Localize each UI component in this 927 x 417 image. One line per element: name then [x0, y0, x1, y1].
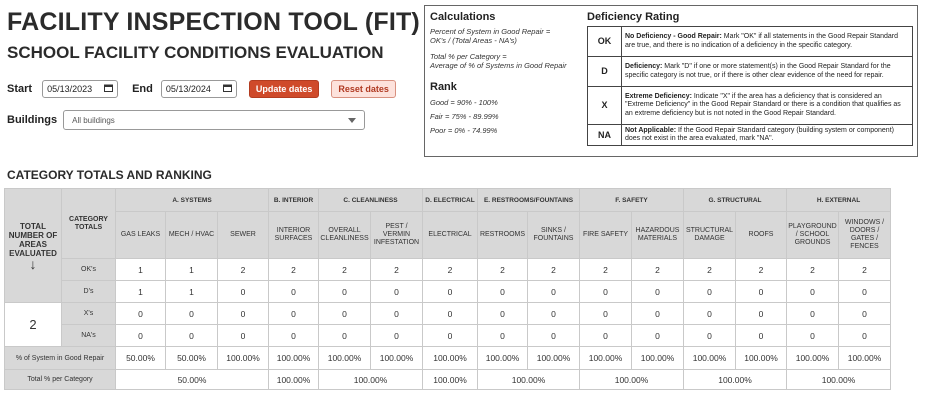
table-cell: 100.00% — [632, 347, 684, 370]
group-header-row — [5, 189, 891, 212]
column-header: GAS LEAKS — [116, 212, 166, 259]
column-header: HAZARDOUS MATERIALS — [632, 212, 684, 259]
table-cell: 0 — [269, 325, 319, 347]
table-cell: 2 — [319, 259, 371, 281]
rank-fair: Fair = 75% - 89.99% — [430, 112, 499, 121]
table-cell: 0 — [528, 325, 580, 347]
table-cell: 0 — [684, 325, 736, 347]
calendar-icon[interactable] — [223, 84, 232, 94]
table-cell: 0 — [580, 325, 632, 347]
table-cell: 0 — [218, 303, 269, 325]
category-total-cell: 100.00% — [684, 370, 787, 390]
table-cell: 100.00% — [839, 347, 891, 370]
deficiency-section — [587, 11, 913, 146]
total-percent-row-label: Total % per Category — [5, 370, 116, 390]
column-header: FIRE SAFETY — [580, 212, 632, 259]
table-cell: 0 — [736, 281, 787, 303]
category-total-cell: 100.00% — [319, 370, 423, 390]
category-total-cell: 50.00% — [116, 370, 269, 390]
reset-dates-button[interactable]: Reset dates — [331, 80, 396, 98]
deficiency-row — [588, 57, 913, 87]
table-cell: 2 — [218, 259, 269, 281]
row-label-oks: OK's — [62, 259, 116, 281]
table-cell: 2 — [632, 259, 684, 281]
deficiency-description — [622, 57, 913, 87]
table-cell: 0 — [684, 303, 736, 325]
category-totals-table — [4, 188, 891, 390]
table-cell: 0 — [371, 281, 423, 303]
group-header: F. SAFETY — [580, 189, 684, 212]
rank-poor: Poor = 0% - 74.99% — [430, 126, 498, 135]
page-title: FACILITY INSPECTION TOOL (FIT) — [7, 8, 420, 36]
table-cell: 0 — [218, 325, 269, 347]
table-cell: 0 — [839, 281, 891, 303]
group-header: A. SYSTEMS — [116, 189, 269, 212]
table-cell: 0 — [423, 281, 478, 303]
group-header: B. INTERIOR — [269, 189, 319, 212]
calculations-section — [430, 11, 580, 140]
table-cell: 100.00% — [684, 347, 736, 370]
table-cell: 0 — [632, 325, 684, 347]
deficiency-text: Mark "D" if one or more statement(s) in the Good Repair Standard for the specific category is not true, or if there is other clear evidence of the need for repair. — [625, 63, 891, 79]
group-header: C. CLEANLINESS — [319, 189, 423, 212]
table-cell: 0 — [319, 325, 371, 347]
category-total-cell: 100.00% — [580, 370, 684, 390]
table-cell: 0 — [319, 281, 371, 303]
deficiency-text: Mark "OK" if all statements in the Good Repair Standard are true, and there is no indication of a deficiency in the specific category. — [625, 33, 899, 49]
table-cell: 0 — [116, 303, 166, 325]
table-cell: 100.00% — [580, 347, 632, 370]
column-header: ROOFS — [736, 212, 787, 259]
table-row-ds — [5, 281, 891, 303]
deficiency-code: X — [588, 87, 622, 125]
deficiency-row — [588, 87, 913, 125]
rank-heading: Rank — [430, 81, 457, 93]
end-date-value: 05/13/2024 — [165, 84, 211, 94]
table-cell: 0 — [478, 281, 528, 303]
rank-good: Good = 90% - 100% — [430, 98, 498, 107]
total-areas-header — [5, 189, 62, 303]
category-total-cell: 100.00% — [478, 370, 580, 390]
calc-line-3: Total % per Category = — [430, 52, 507, 61]
calculations-heading: Calculations — [430, 11, 496, 23]
table-cell: 100.00% — [371, 347, 423, 370]
table-cell: 0 — [839, 303, 891, 325]
table-cell: 1 — [166, 259, 218, 281]
buildings-filter-row — [7, 109, 365, 131]
deficiency-heading: Deficiency Rating — [587, 11, 680, 23]
table-cell: 2 — [580, 259, 632, 281]
date-filter-row — [7, 78, 396, 100]
table-cell: 0 — [528, 281, 580, 303]
row-label-nas: NA's — [62, 325, 116, 347]
deficiency-description — [622, 87, 913, 125]
table-cell: 0 — [787, 325, 839, 347]
table-cell: 1 — [116, 259, 166, 281]
table-cell: 100.00% — [478, 347, 528, 370]
category-section-title: CATEGORY TOTALS AND RANKING — [7, 168, 212, 182]
buildings-label: Buildings — [7, 114, 58, 126]
percent-row-label: % of System in Good Repair — [5, 347, 116, 370]
calendar-icon[interactable] — [104, 84, 113, 94]
chevron-down-icon — [348, 116, 356, 125]
table-cell: 0 — [218, 281, 269, 303]
group-header: E. RESTROOMS/FOUNTAINS — [478, 189, 580, 212]
table-cell: 100.00% — [319, 347, 371, 370]
table-cell: 0 — [580, 303, 632, 325]
buildings-select-value: All buildings — [72, 115, 115, 125]
table-row-percent — [5, 347, 891, 370]
table-cell: 0 — [166, 303, 218, 325]
table-row-oks — [5, 259, 891, 281]
table-cell: 1 — [166, 281, 218, 303]
table-cell: 0 — [736, 303, 787, 325]
table-cell: 0 — [423, 303, 478, 325]
table-cell: 0 — [787, 303, 839, 325]
table-cell: 0 — [839, 325, 891, 347]
table-cell: 0 — [684, 281, 736, 303]
arrow-down-icon: ↓ — [29, 256, 37, 272]
calc-line-4: Average of % of Systems in Good Repair — [430, 61, 567, 70]
table-cell: 2 — [528, 259, 580, 281]
table-cell: 2 — [787, 259, 839, 281]
page-subtitle: SCHOOL FACILITY CONDITIONS EVALUATION — [7, 43, 384, 62]
category-total-cell: 100.00% — [423, 370, 478, 390]
deficiency-description — [622, 125, 913, 146]
category-total-cell: 100.00% — [269, 370, 319, 390]
column-header: PEST / VERMIN INFESTATION — [371, 212, 423, 259]
category-total-cell: 100.00% — [787, 370, 891, 390]
table-row-total-percent — [5, 370, 891, 390]
column-header: ELECTRICAL — [423, 212, 478, 259]
table-cell: 0 — [632, 303, 684, 325]
deficiency-code: OK — [588, 27, 622, 57]
deficiency-row — [588, 125, 913, 146]
table-cell: 0 — [632, 281, 684, 303]
table-cell: 0 — [528, 303, 580, 325]
deficiency-title: No Deficiency - Good Repair: — [625, 33, 722, 41]
row-label-xs: X's — [62, 303, 116, 325]
column-header: INTERIOR SURFACES — [269, 212, 319, 259]
update-dates-button[interactable]: Update dates — [249, 80, 320, 98]
table-cell: 2 — [684, 259, 736, 281]
column-header: PLAYGROUND / SCHOOL GROUNDS — [787, 212, 839, 259]
table-cell: 0 — [269, 281, 319, 303]
column-header: RESTROOMS — [478, 212, 528, 259]
deficiency-table — [587, 26, 913, 146]
table-cell: 100.00% — [736, 347, 787, 370]
table-row-xs — [5, 303, 891, 325]
table-cell: 0 — [116, 325, 166, 347]
table-cell: 0 — [736, 325, 787, 347]
buildings-select[interactable] — [63, 110, 365, 130]
deficiency-title: Deficiency: — [625, 63, 663, 71]
group-header: G. STRUCTURAL — [684, 189, 787, 212]
table-row-nas — [5, 325, 891, 347]
table-cell: 2 — [423, 259, 478, 281]
deficiency-title: Not Applicable: — [625, 126, 677, 134]
deficiency-text: Indicate "X" if the area has a deficiency that is considered an "Extreme Deficiency" in the Good Repair Standard or there is a condition that qualifies as an extreme deficiency but is not noted in the Good Repair Standard. — [625, 93, 901, 117]
table-cell: 100.00% — [218, 347, 269, 370]
legend-panel — [424, 5, 918, 157]
table-cell: 50.00% — [166, 347, 218, 370]
table-cell: 0 — [371, 303, 423, 325]
calc-line-2: OK's / (Total Areas - NA's) — [430, 36, 517, 45]
deficiency-description — [622, 27, 913, 57]
table-cell: 0 — [371, 325, 423, 347]
total-areas-label: TOTAL NUMBER OF AREAS EVALUATED — [8, 222, 58, 258]
column-header: SEWER — [218, 212, 269, 259]
deficiency-code: NA — [588, 125, 622, 146]
table-cell: 0 — [478, 303, 528, 325]
column-header: OVERALL CLEANLINESS — [319, 212, 371, 259]
table-cell: 0 — [478, 325, 528, 347]
deficiency-code: D — [588, 57, 622, 87]
table-cell: 100.00% — [423, 347, 478, 370]
table-cell: 2 — [371, 259, 423, 281]
start-date-value: 05/13/2023 — [47, 84, 93, 94]
table-cell: 0 — [423, 325, 478, 347]
table-cell: 100.00% — [787, 347, 839, 370]
table-cell: 0 — [269, 303, 319, 325]
table-cell: 50.00% — [116, 347, 166, 370]
calc-line-1: Percent of System in Good Repair = — [430, 27, 551, 36]
table-cell: 2 — [269, 259, 319, 281]
deficiency-title: Extreme Deficiency: — [625, 93, 692, 101]
deficiency-row — [588, 27, 913, 57]
table-cell: 1 — [116, 281, 166, 303]
table-cell: 0 — [787, 281, 839, 303]
table-cell: 2 — [839, 259, 891, 281]
start-date-input[interactable] — [42, 80, 118, 98]
group-header: D. ELECTRICAL — [423, 189, 478, 212]
deficiency-text: If the Good Repair Standard category (building system or component) does not exist in the area evaluated, mark "NA". — [625, 126, 894, 142]
table-cell: 0 — [166, 325, 218, 347]
table-cell: 0 — [580, 281, 632, 303]
total-areas-value: 2 — [5, 303, 62, 347]
end-label: End — [132, 83, 153, 95]
row-label-ds: D's — [62, 281, 116, 303]
column-header: MECH / HVAC — [166, 212, 218, 259]
column-header: SINKS / FOUNTAINS — [528, 212, 580, 259]
start-label: Start — [7, 83, 33, 95]
table-cell: 0 — [319, 303, 371, 325]
table-cell: 100.00% — [528, 347, 580, 370]
table-cell: 2 — [736, 259, 787, 281]
end-date-input[interactable] — [161, 80, 237, 98]
column-header: STRUCTURAL DAMAGE — [684, 212, 736, 259]
category-totals-header: CATEGORY TOTALS — [62, 189, 116, 259]
column-header: WINDOWS / DOORS / GATES / FENCES — [839, 212, 891, 259]
table-cell: 2 — [478, 259, 528, 281]
group-header: H. EXTERNAL — [787, 189, 891, 212]
table-cell: 100.00% — [269, 347, 319, 370]
column-header-row — [5, 212, 891, 259]
